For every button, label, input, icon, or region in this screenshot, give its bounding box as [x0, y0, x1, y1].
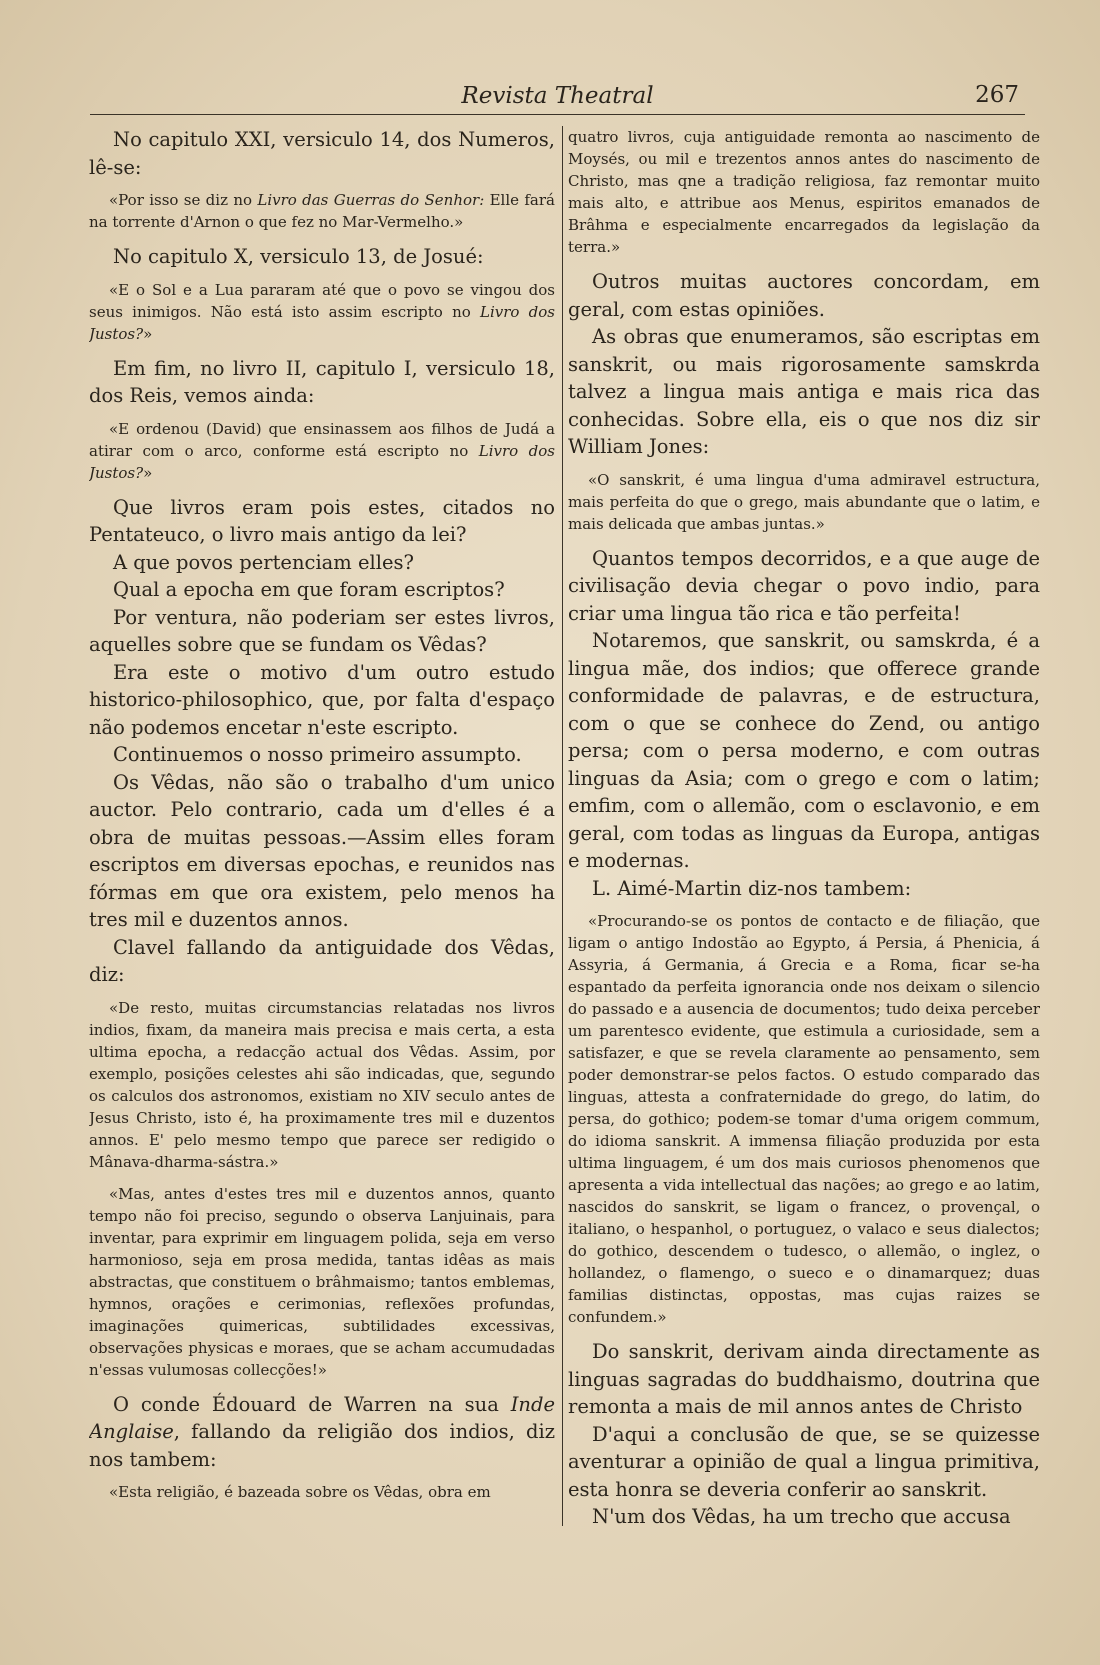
quotation-continued: quatro livros, cuja antiguidade remonta ao nascimento de Moysés, ou mil e trezentos annos antes do nascimento de Christo, mas qne a tradição religiosa, faz remontar muito mais alto, e attribue aos Menus, espiritos emanados de Brâhma e especialmente encarregados da legislação da terra.»	[568, 128, 1040, 256]
right-column	[568, 126, 1040, 1526]
quotation: «Mas, antes d'estes tres mil e duzentos annos, quanto tempo não foi preciso, segundo o observa Lanjuinais, para inventar, para exprimir em linguagem polida, seja em verso harmonioso, seja em prosa medida, tantas idêas as mais abstractas, que constituem o brâhmaismo; tantos emblemas, hymnos, orações e cerimonias, reflexões profundas, imaginações quimericas, subtilidades excessivas, observações physicas e moraes, que se acham accumudadas n'essas vulumosas collecções!»	[89, 1184, 555, 1379]
paragraph: Era este o motivo d'um outro estudo historico-philosophico, que, por falta d'espaço não podemos encetar n'este escripto.	[89, 660, 555, 739]
quotation: «O sanskrit, é uma lingua d'uma admiravel estructura, mais perfeita do que o grego, mais abundante que o latim, e mais delicada que ambas juntas.»	[568, 470, 1040, 533]
quotation: «E ordenou (David) que ensinassem aos filhos de Judá a atirar com o arco, conforme está escripto no Livro dos Justos?»	[89, 419, 555, 482]
paragraph: No capitulo XXI, versiculo 14, dos Numeros, lê-se:	[89, 128, 555, 179]
paragraph: A que povos pertenciam elles?	[113, 550, 415, 574]
paragraph: Os Vêdas, não são o trabalho d'um unico auctor. Pelo contrario, cada um d'elles é a obra de muitas pessoas.—Assim elles foram escriptos em diversas epochas, e reunidos nas fórmas em que ora existem, pelo menos ha tres mil e duzentos annos.	[89, 770, 555, 931]
paragraph: L. Aimé-Martin diz-nos tambem:	[592, 876, 912, 900]
paragraph: D'aqui a conclusão de que, se se quizesse aventurar a opinião de qual a lingua primitiva, esta honra se deveria conferir ao sanskrit.	[568, 1422, 1040, 1501]
paragraph: As obras que enumeramos, são escriptas em sanskrit, ou mais rigorosamente samskrda talvez a lingua mais antiga e mais rica das conhecidas. Sobre ella, eis o que nos diz sir William Jones:	[568, 325, 1040, 458]
running-header	[90, 80, 1025, 115]
column-divider	[562, 126, 563, 1526]
book-title: Livro dos Justos?	[89, 302, 555, 343]
paragraph: N'um dos Vêdas, ha um trecho que accusa	[592, 1505, 1011, 1526]
paragraph: Qual a epocha em que foram escriptos?	[113, 578, 505, 601]
paragraph: Em fim, no livro II, capitulo I, versiculo 18, dos Reis, vemos ainda:	[89, 356, 555, 407]
quotation: «E o Sol e a Lua pararam até que o povo se vingou dos seus inimigos. Não está isto assim escripto no Livro dos Justos?»	[89, 280, 555, 343]
quotation: «Por isso se diz no Livro das Guerras do Senhor: Elle fará na torrente d'Arnon o que fez no Mar-Vermelho.»	[89, 191, 555, 231]
paragraph: Outros muitas auctores concordam, em geral, com estas opiniões.	[568, 270, 1040, 321]
book-title: Livro das Guerras do Senhor:	[257, 191, 485, 209]
paragraph: O conde Édouard de Warren na sua Inde Anglaise, fallando da religião dos indios, diz nos tambem:	[89, 1392, 555, 1471]
quotation: «Esta religião, é bazeada sobre os Vêdas, obra em	[109, 1483, 491, 1501]
journal-title: Revista Theatral	[461, 83, 654, 109]
book-title: Inde Anglaise	[89, 1392, 555, 1443]
quotation: «De resto, muitas circumstancias relatadas nos livros indios, fixam, da maneira mais precisa e mais certa, a esta ultima epocha, a redacção actual dos Vêdas. Assim, por exemplo, posições celestes ahi são indicadas, que, segundo os calculos dos astronomos, existiam no XIV seculo antes de Jesus Christo, isto é, ha proximamente tres mil e duzentos annos. E' pelo mesmo tempo que parece ser redigido o Mânava-dharma-sástra.»	[89, 998, 555, 1171]
paragraph: No capitulo X, versiculo 13, de Josué:	[113, 245, 484, 268]
paragraph: Continuemos o nosso primeiro assumpto.	[113, 743, 522, 766]
paragraph: Quantos tempos decorridos, e a que auge de civilisação devia chegar o povo indio, para criar uma lingua tão rica e tão perfeita!	[568, 546, 1040, 625]
page-number: 267	[975, 82, 1019, 108]
paragraph: Notaremos, que sanskrit, ou samskrda, é a lingua mãe, dos indios; que offerece grande conformidade de palavras, e de estructura, com o que se conhece do Zend, ou antigo persa; com o persa moderno, e com outras linguas da Asia; com o grego e com o latim; emfim, com o allemão, com o esclavonio, e em geral, com todas as linguas da Europa, antigas e modernas.	[568, 629, 1040, 872]
book-title: Livro dos Justos?	[89, 441, 555, 482]
paragraph: Do sanskrit, derivam ainda directamente as linguas sagradas do buddhaismo, doutrina que remonta a mais de mil annos antes de Christo	[568, 1340, 1040, 1418]
paragraph: Que livros eram pois estes, citados no Pentateuco, o livro mais antigo da lei?	[89, 495, 555, 546]
quotation: «Procurando-se os pontos de contacto e de filiação, que ligam o antigo Indostão ao Egypto, á Persia, á Phenicia, á Assyria, á Germania, á Grecia e a Roma, ficar se-ha espantado da perfeita ignorancia onde nos deixam o silencio do passado e a ausencia de documentos; tudo deixa perceber um parentesco evidente, que estimula a curiosidade, sem a satisfazer, e que se revela claramente ao pensamento, sem poder demonstrar-se pelos factos. O estudo comparado das linguas, attesta a confraternidade do grego, do latim, do persa, do gothico; podem-se tomar d'uma origem commum, do idioma sanskrit. A immensa filiação produzida por esta ultima linguagem, é um dos mais curiosos phenomenos que apresenta a vida intellectual das nações; ao grego e ao latim, nascidos do sanskrit, se ligam o francez, o provençal, o italiano, o hespanhol, o portuguez, o valaco e seus dialectos; do gothico, descendem o tudesco, o allemão, o inglez, o hollandez, o flamengo, o sueco e o dinamarquez; duas familias distinctas, oppostas, mas cujas raizes se confundem.»	[568, 912, 1040, 1326]
left-column	[89, 126, 555, 1526]
paragraph: Por ventura, não poderiam ser estes livros, aquelles sobre que se fundam os Vêdas?	[89, 605, 555, 656]
paragraph: Clavel fallando da antiguidade dos Vêdas, diz:	[89, 935, 555, 986]
